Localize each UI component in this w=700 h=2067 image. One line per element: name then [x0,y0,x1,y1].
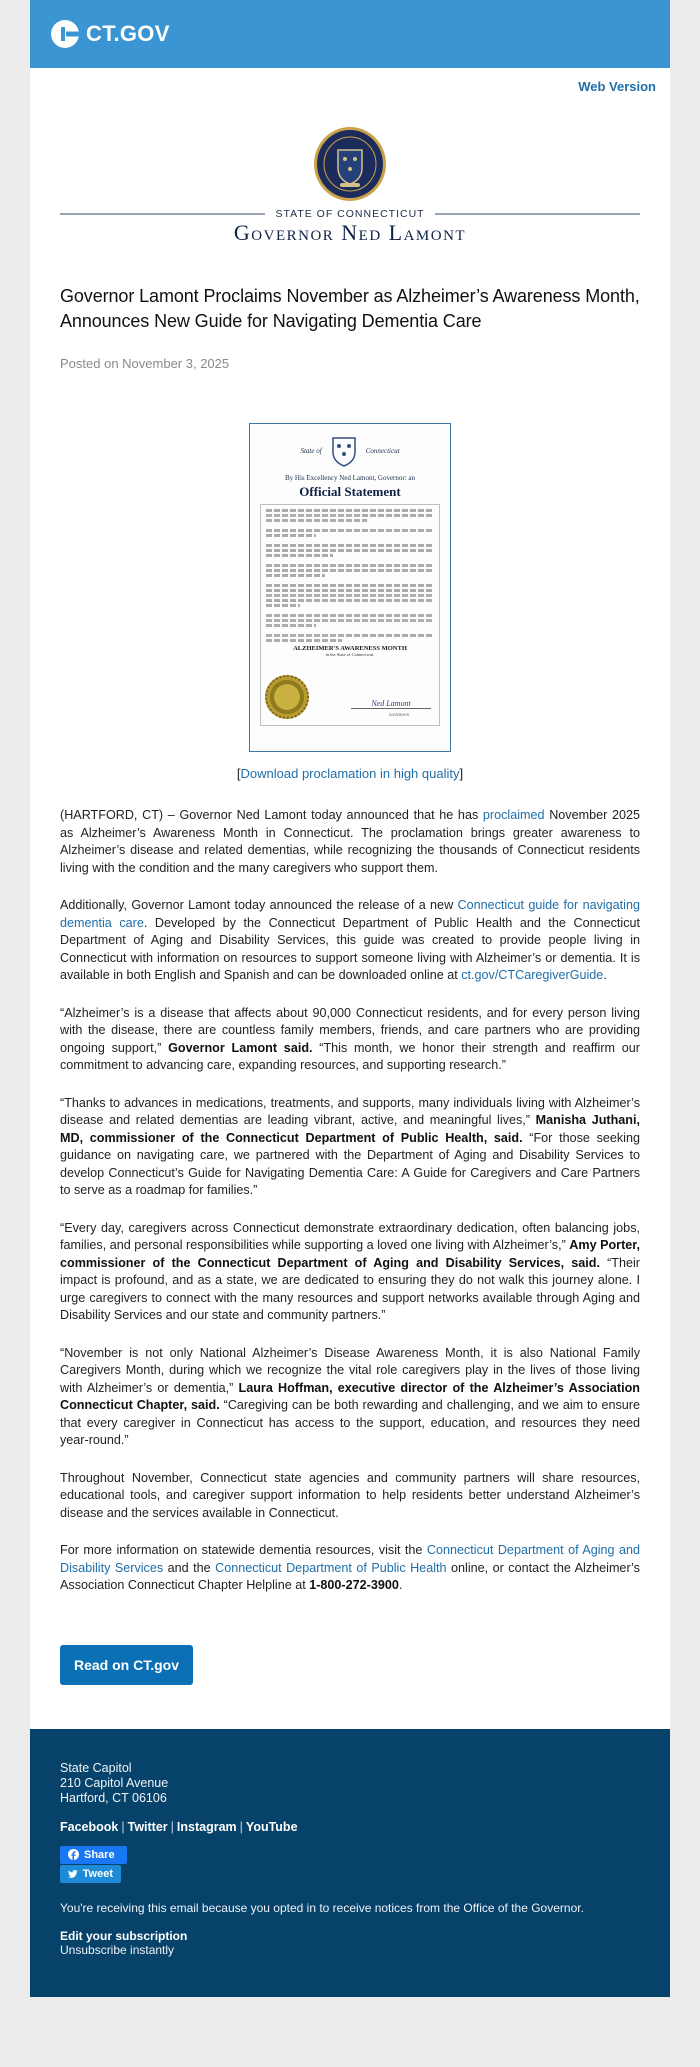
paragraph-guide [60,897,640,985]
text: “Thanks to advances in medications, treatments, and supports, many individuals living with Alzheimer’s disease and related dementias are leading vibrant, active, and meaningful lives,” [60,1095,640,1127]
governor-name: Governor Ned Lamont [233,220,467,245]
banner-rule-left [60,213,265,215]
aging-disability-services-link[interactable]: Connecticut Department of Aging and Disability Services [60,1543,640,1575]
proclamation-state-right: Connecticut [365,447,400,455]
separator: | [121,1819,125,1834]
ct-gov-logo-link[interactable] [50,19,170,49]
email-container [30,0,670,1997]
text: For more information on statewide dementia resources, visit the [60,1543,427,1557]
proclamation-state-left: State of [300,447,322,455]
text: November 2025 as Alzheimer’s Awareness Month in Connecticut. The proclamation brings greater awareness to Alzheimer’s disease and related dementias, while recognizing the thousands of Connecticut residents living with the condition and the many caregivers who support them. [60,808,640,875]
instagram-link[interactable]: Instagram [176,1819,237,1834]
address-line: State Capitol [60,1760,132,1775]
facebook-icon [68,1849,79,1860]
address-line: Hartford, CT 06106 [60,1790,167,1805]
proclamation-month-sub: in the State of Connecticut. [325,652,375,657]
facebook-link[interactable]: Facebook [60,1819,119,1834]
paragraph-november-activities [60,1470,640,1523]
text: “Alzheimer’s is a disease that affects about 90,000 Connecticut residents, and for every person living with the disease, there are countless family members, friends, and care partners who are providing ongoing support,” [60,1005,640,1055]
footer [30,1729,670,1998]
helpline-number: 1-800-272-3900 [309,1578,399,1592]
twitter-bird-icon [68,1869,78,1879]
proclamation-byline: By His Excellency Ned Lamont, Governor: an [284,474,416,482]
banner-rule-row [60,208,640,220]
article-content [30,284,670,1729]
text: (HARTFORD, CT) – Governor Ned Lamont today announced that he has [60,808,483,822]
paragraph-intro [60,807,640,877]
text: . [603,968,607,982]
optin-notice: You're receiving this email because you opted in to receive notices from the Office of the Governor. [60,1901,584,1915]
separator: | [239,1819,243,1834]
text: “This month, we honor their strength and reaffirm our commitment to advancing care, expanding resources, and supporting research.” [60,1040,640,1072]
bracket-close: ] [459,766,464,781]
twitter-link[interactable]: Twitter [127,1819,168,1834]
speaker-attribution: Amy Porter, commissioner of the Connecticut Department of Aging and Disability Services, said. [60,1238,640,1270]
edit-subscription-link[interactable]: Edit your subscription [60,1929,188,1943]
logo-text: CT.GOV [86,21,170,46]
bracket-open: [ [236,766,241,781]
text: Additionally, Governor Lamont today announced the release of a new [60,898,458,912]
gold-seal-icon [265,675,309,719]
governor-banner [30,126,670,246]
paragraph-juthani-quote [60,1095,640,1200]
facebook-share-button[interactable] [60,1846,127,1864]
speaker-attribution: Governor Lamont said. [168,1040,313,1055]
read-on-ctgov-button[interactable]: Read on CT.gov [60,1645,193,1685]
posted-date: Posted on November 3, 2025 [60,356,230,371]
web-version-row [30,68,670,126]
state-label: STATE OF CONNECTICUT [275,208,425,220]
governor-signature: Ned Lamont [351,699,431,709]
text: “For those seeking guidance on navigating care, we partnered with the Department of Aging and Disability Services to develop Connecticut’s Guide for Navigating Dementia Care: A Guide for Caregivers and Care Partners to serve as a roadmap for families.” [60,1130,640,1197]
share-buttons [60,1846,640,1884]
proclamation-body [260,504,440,726]
proclamation-image[interactable] [249,423,451,752]
paragraph-more-info [60,1542,640,1595]
text: . [398,1578,403,1592]
address-line: 210 Capitol Avenue [60,1775,169,1790]
speaker-attribution: Manisha Juthani, MD, commissioner of the Connecticut Department of Public Health, said. [60,1113,640,1145]
proclaimed-link[interactable]: proclaimed [482,808,545,822]
paragraph-hoffman-quote [60,1345,640,1450]
speaker-attribution: Laura Hoffman, executive director of the Alzheimer’s Association Connecticut Chapter, said. [60,1380,641,1412]
proclamation-heading: Official Statement [299,484,401,499]
caregiver-guide-url-link[interactable]: ct.gov/CTCaregiverGuide [461,968,604,982]
text: “November is not only National Alzheimer’s Disease Awareness Month, it is also National Family Caregivers Month, during which we recognize the vital role caregivers play in the lives of those living with Alzheimer’s or dementia,” [60,1345,640,1395]
web-version-link[interactable]: Web Version [578,79,656,94]
paragraph-governor-quote [60,1005,640,1075]
twitter-tweet-button[interactable] [60,1865,121,1883]
text: Throughout November, Connecticut state agencies and community partners will share resources, educational tools, and caregiver support information to help residents better understand Alzheimer’s disease and the services available in Connecticut. [60,1470,640,1520]
text: “Caregiving can be both rewarding and challenging, and we aim to ensure that every caregiver in Connecticut has access to the support, education, and resources they need year-round.” [60,1398,640,1447]
header-bar [30,0,670,68]
article-title: Governor Lamont Proclaims November as Alzheimer’s Awareness Month, Announces New Guide for Navigating Dementia Care [60,286,640,331]
text: online, or contact the Alzheimer’s Association Connecticut Chapter Helpline at [60,1560,640,1592]
ct-logo-icon [50,19,80,49]
public-health-link[interactable]: Connecticut Department of Public Health [215,1560,447,1575]
share-label: Share [84,1848,115,1861]
proclamation-month-title: ALZHEIMER'S AWARENESS MONTH [293,645,407,652]
address-block [60,1761,640,1806]
text: “Their impact is profound, and as a state, we are dedicated to ensuring they do not walk this journey alone. I urge caregivers to connect with the many resources and support networks available through Aging and Disability Services and our state and community partners.” [60,1255,640,1322]
social-links [60,1820,640,1834]
text: “Every day, caregivers across Connecticut demonstrate extraordinary dedication, often balancing jobs, families, and personal responsibilities while supporting a loved one living with Alzheimer’s,” [60,1220,640,1252]
dementia-guide-link[interactable]: Connecticut guide for navigating dementia care [60,898,640,930]
unsubscribe-link[interactable]: Unsubscribe instantly [60,1943,175,1957]
download-proclamation-link[interactable]: Download proclamation in high quality [240,766,460,781]
text: and the [163,1560,216,1575]
tweet-label: Tweet [82,1868,113,1880]
governor-seal-icon [312,126,388,202]
youtube-link[interactable]: YouTube [245,1819,298,1834]
banner-rule-right [435,213,640,215]
proclamation-header [258,434,442,468]
signature-label: GOVERNOR [388,713,409,717]
proclamation-image-wrap [60,423,640,752]
separator: | [170,1819,174,1834]
state-crest-icon [326,434,362,468]
download-line [60,766,640,781]
paragraph-porter-quote [60,1220,640,1325]
text: . Developed by the Connecticut Department of Public Health and the Connecticut Department of Aging and Disability Services, this guide was created to provide people living in Connecticut with information on resources to support someone living with Alzheimer’s or dementia. It is available in both English and Spanish and can be downloaded online at [60,915,640,982]
cta-row [60,1645,640,1729]
